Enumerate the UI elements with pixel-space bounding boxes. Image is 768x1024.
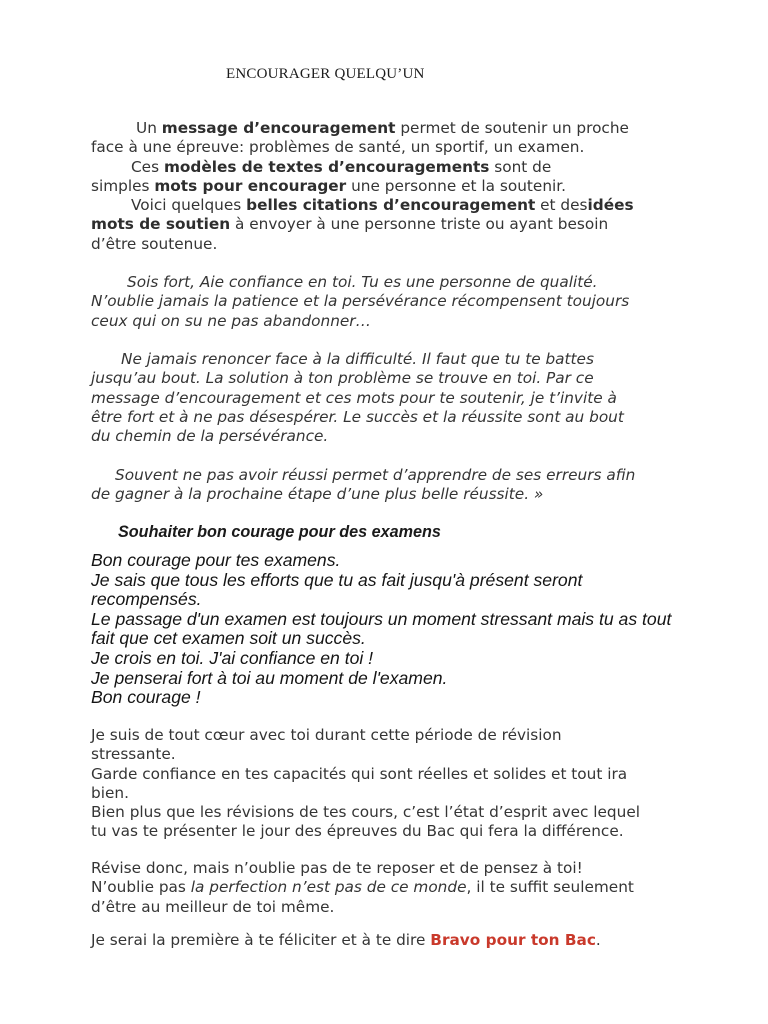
quote-paragraph-3 <box>91 466 711 505</box>
rest-line: Révise donc, mais n’oublie pas de te reposer et de pensez à toi! <box>91 859 583 877</box>
bold-run: mots de soutien <box>91 215 231 234</box>
intro-line <box>91 177 711 196</box>
quote-line: ceux qui on su ne pas abandonner… <box>91 311 371 330</box>
quote-line: de gagner à la prochaine étape d’une plus belle réussite. » <box>91 485 544 504</box>
intro-paragraph <box>91 119 711 254</box>
text-run: . <box>595 931 601 949</box>
rest-line: d’être au meilleur de toi même. <box>91 897 335 916</box>
text-run: à envoyer à une personne triste ou ayant besoin <box>230 215 609 234</box>
intro-line <box>91 158 711 177</box>
support-line: Bien plus que les révisions de tes cours, c’est l’état d’esprit avec lequel <box>91 803 640 822</box>
text-run: Je serai la première à te féliciter et à te dire <box>91 931 431 949</box>
exam-paragraph <box>91 551 711 708</box>
bold-run: modèles de textes d’encouragements <box>163 157 490 176</box>
rest-paragraph <box>91 859 711 917</box>
support-line: tu vas te présenter le jour des épreuves du Bac qui fera la différence. <box>91 822 624 841</box>
bold-run: idées <box>587 196 634 215</box>
support-paragraph <box>91 726 711 842</box>
exam-line: Bon courage ! <box>91 687 201 708</box>
text-run: sont de <box>489 157 552 176</box>
italic-run: la perfection n’est pas de ce monde <box>190 878 467 897</box>
highlight-run: Bravo pour ton Bac <box>430 931 596 949</box>
support-line: bien. <box>91 783 129 802</box>
exam-line: recompensés. <box>91 589 202 610</box>
text-run: N’oublie pas <box>91 878 191 897</box>
text-run: permet de soutenir un proche <box>395 119 629 137</box>
bold-run: mots pour encourager <box>154 176 347 195</box>
final-paragraph <box>91 931 711 950</box>
quote-line: jusqu’au bout. La solution à ton problème se trouve en toi. Par ce <box>91 369 594 388</box>
rest-line <box>91 878 711 897</box>
intro-line <box>91 119 711 138</box>
support-line: Je suis de tout cœur avec toi durant cette période de révision <box>91 726 562 744</box>
quote-line: être fort et à ne pas désespérer. Le succès et la réussite sont au bout <box>91 407 624 426</box>
quote-line: N’oublie jamais la patience et la persévérance récompensent toujours <box>91 292 630 311</box>
support-line: Garde confiance en tes capacités qui sont réelles et solides et tout ira <box>91 764 628 783</box>
exam-line: Je crois en toi. J'ai confiance en toi ! <box>91 647 374 668</box>
exam-line: Bon courage pour tes examens. <box>91 550 341 570</box>
support-line: stressante. <box>91 745 176 764</box>
text-run: simples <box>91 176 155 195</box>
text-run: et des <box>535 196 588 215</box>
bold-run: belles citations d’encouragement <box>246 196 536 215</box>
text-run: Voici quelques <box>131 196 247 215</box>
text-run: Un <box>136 119 162 137</box>
section-heading: Souhaiter bon courage pour des examens <box>118 523 441 541</box>
quote-line: Souvent ne pas avoir réussi permet d’apprendre de ses erreurs afin <box>115 466 636 484</box>
quote-paragraph-2 <box>91 350 711 446</box>
quote-paragraph-1 <box>91 273 711 331</box>
intro-line: face à une épreuve: problèmes de santé, un sportif, un examen. <box>91 138 585 157</box>
quote-line: message d’encouragement et ces mots pour te soutenir, je t’invite à <box>91 388 617 407</box>
intro-line: d’être soutenue. <box>91 234 218 253</box>
bold-run: message d’encouragement <box>161 119 396 137</box>
exam-line: Je sais que tous les efforts que tu as fait jusqu'à présent seront <box>91 569 583 590</box>
quote-line: Sois fort, Aie confiance en toi. Tu es une personne de qualité. <box>127 273 598 291</box>
exam-line: Je penserai fort à toi au moment de l'examen. <box>91 667 448 688</box>
quote-line: Ne jamais renoncer face à la difficulté. Il faut que tu te battes <box>121 350 594 368</box>
text-run: Ces <box>131 157 164 176</box>
final-line <box>91 931 711 950</box>
intro-line <box>91 196 711 215</box>
text-run: , il te suffit seulement <box>466 878 634 897</box>
exam-line: fait que cet examen soit un succès. <box>91 628 366 649</box>
quote-line: du chemin de la persévérance. <box>91 427 329 446</box>
exam-line: Le passage d'un examen est toujours un moment stressant mais tu as tout <box>91 608 672 629</box>
text-run: une personne et la soutenir. <box>346 176 567 195</box>
document-title: ENCOURAGER QUELQU’UN <box>226 66 425 82</box>
intro-line <box>91 215 711 234</box>
